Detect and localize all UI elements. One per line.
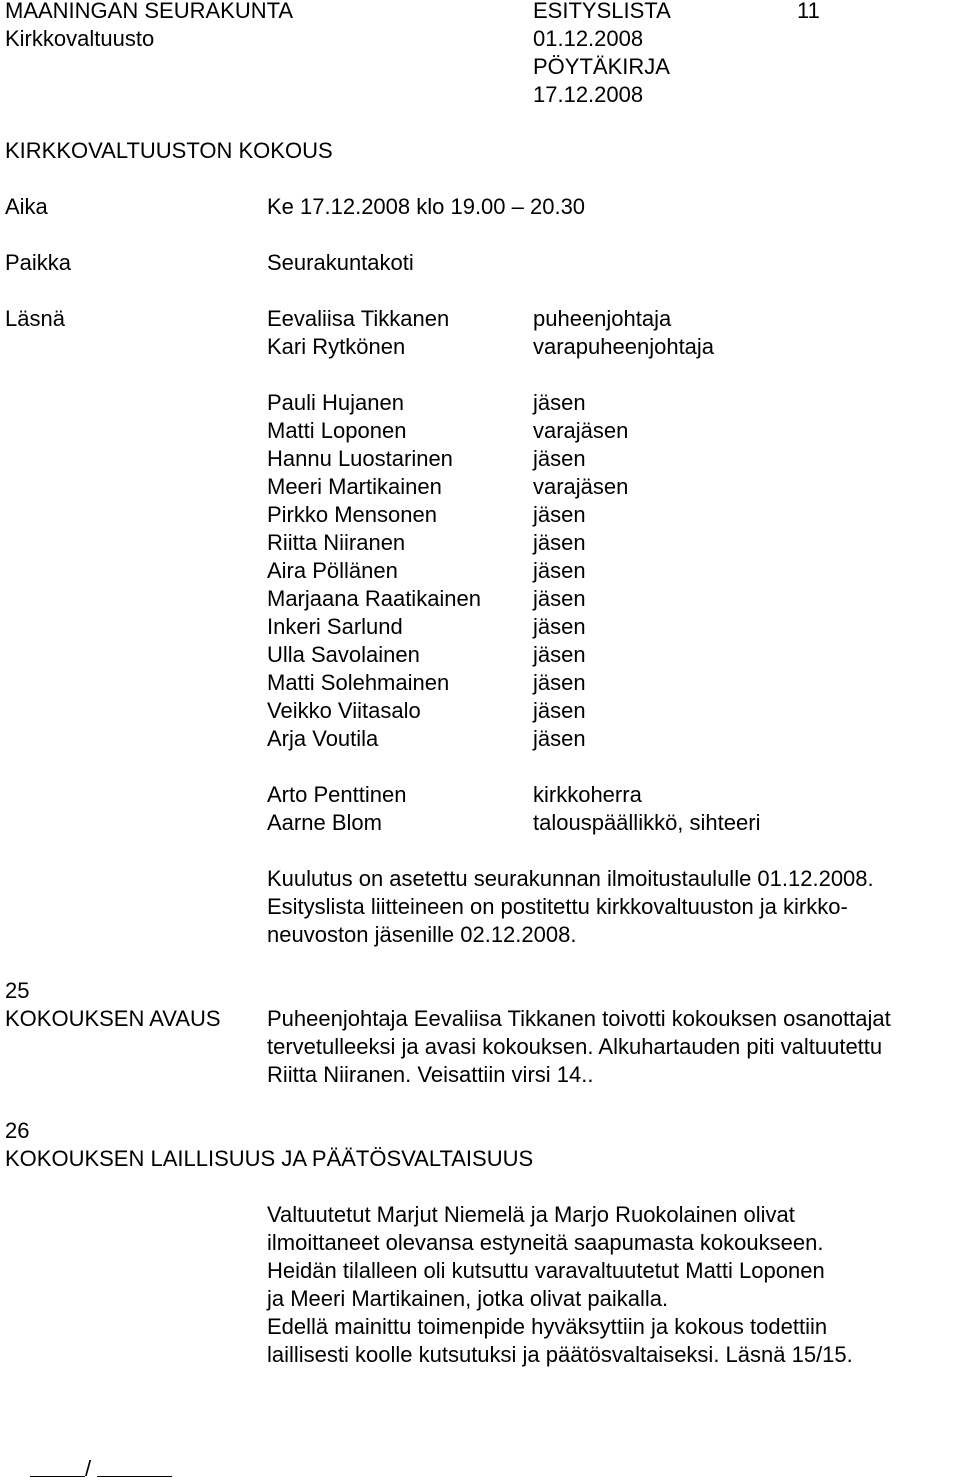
member-role: jäsen: [533, 586, 586, 611]
item-26-line: laillisesti koolle kutsutuksi ja päätösvaltaiseksi. Läsnä 15/15.: [267, 1342, 853, 1367]
chair-name: Eevaliisa Tikkanen: [267, 306, 450, 331]
parish-name: MAANINGAN SEURAKUNTA: [5, 0, 294, 23]
member-name: Matti Loponen: [267, 418, 407, 443]
signature-line-left: [30, 1476, 85, 1477]
minutes-date: 17.12.2008: [533, 82, 644, 107]
signature-line-right: [97, 1476, 172, 1477]
item-26-number: 26: [5, 1118, 30, 1143]
chair-role: puheenjohtaja: [533, 306, 672, 331]
signature-separator: /: [85, 1456, 92, 1481]
page-number: 11: [797, 0, 820, 23]
member-name: Pirkko Mensonen: [267, 502, 437, 527]
member-name: Aira Pöllänen: [267, 558, 398, 583]
member-role: jäsen: [533, 390, 586, 415]
vice-chair-role: varapuheenjohtaja: [533, 334, 715, 359]
doc-type: ESITYSLISTA: [533, 0, 671, 23]
member-role: jäsen: [533, 642, 586, 667]
item-26-line: Valtuutetut Marjut Niemelä ja Marjo Ruokolainen olivat: [267, 1202, 795, 1227]
minutes-label: PÖYTÄKIRJA: [533, 54, 670, 79]
meeting-title: KIRKKOVALTUUSTON KOKOUS: [5, 138, 333, 163]
member-role: jäsen: [533, 530, 586, 555]
member-name: Hannu Luostarinen: [267, 446, 453, 471]
announcement-line: Kuulutus on asetettu seurakunnan ilmoitustaululle 01.12.2008.: [267, 866, 874, 891]
member-role: jäsen: [533, 698, 586, 723]
body-name: Kirkkovaltuusto: [5, 26, 155, 51]
member-name: Riitta Niiranen: [267, 530, 406, 555]
member-name: Ulla Savolainen: [267, 642, 420, 667]
item-25-number: 25: [5, 978, 30, 1003]
time-value: Ke 17.12.2008 klo 19.00 – 20.30: [267, 194, 586, 219]
item-26-title: KOKOUKSEN LAILLISUUS JA PÄÄTÖSVALTAISUUS: [5, 1146, 534, 1171]
present-label: Läsnä: [5, 306, 65, 331]
item-25-line: tervetulleeksi ja avasi kokouksen. Alkuhartauden piti valtuutettu: [267, 1034, 883, 1059]
member-role: varajäsen: [533, 418, 629, 443]
item-26-line: Edellä mainittu toimenpide hyväksyttiin ja kokous todettiin: [267, 1314, 828, 1339]
official-name: Arto Penttinen: [267, 782, 407, 807]
member-name: Marjaana Raatikainen: [267, 586, 482, 611]
announcement-line: neuvoston jäsenille 02.12.2008.: [267, 922, 577, 947]
item-26-line: ja Meeri Martikainen, jotka olivat paikalla.: [267, 1286, 669, 1311]
time-label: Aika: [5, 194, 48, 219]
member-role: varajäsen: [533, 474, 629, 499]
member-role: jäsen: [533, 726, 586, 751]
item-26-line: Heidän tilalleen oli kutsuttu varavaltuutetut Matti Loponen: [267, 1258, 825, 1283]
member-name: Matti Solehmainen: [267, 670, 450, 695]
item-25-line: Riitta Niiranen. Veisattiin virsi 14..: [267, 1062, 594, 1087]
member-role: jäsen: [533, 446, 586, 471]
item-25-title: KOKOUKSEN AVAUS: [5, 1006, 221, 1031]
item-25-line: Puheenjohtaja Eevaliisa Tikkanen toivotti kokouksen osanottajat: [267, 1006, 891, 1031]
member-name: Veikko Viitasalo: [267, 698, 421, 723]
place-value: Seurakuntakoti: [267, 250, 414, 275]
member-role: jäsen: [533, 558, 586, 583]
vice-chair-name: Kari Rytkönen: [267, 334, 406, 359]
member-role: jäsen: [533, 670, 586, 695]
member-name: Pauli Hujanen: [267, 390, 404, 415]
agenda-date: 01.12.2008: [533, 26, 644, 51]
announcement-line: Esityslista liitteineen on postitettu kirkkovaltuuston ja kirkko-: [267, 894, 848, 919]
member-name: Arja Voutila: [267, 726, 379, 751]
member-name: Inkeri Sarlund: [267, 614, 403, 639]
official-name: Aarne Blom: [267, 810, 382, 835]
member-name: Meeri Martikainen: [267, 474, 442, 499]
item-26-line: ilmoittaneet olevansa estyneitä saapumasta kokoukseen.: [267, 1230, 824, 1255]
member-role: jäsen: [533, 502, 586, 527]
official-role: talouspäällikkö, sihteeri: [533, 810, 761, 835]
member-role: jäsen: [533, 614, 586, 639]
place-label: Paikka: [5, 250, 72, 275]
official-role: kirkkoherra: [533, 782, 642, 807]
